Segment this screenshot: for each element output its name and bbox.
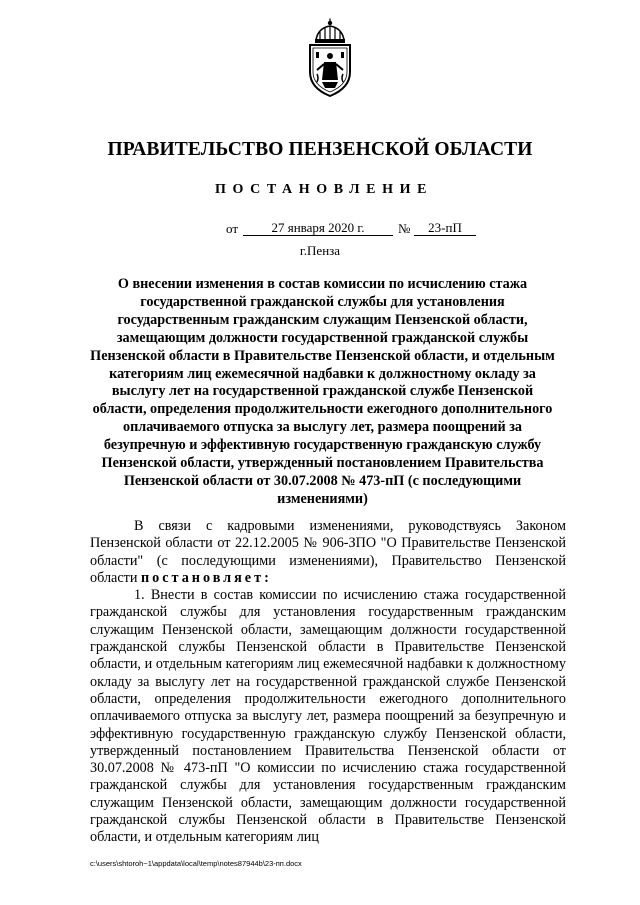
city: г.Пенза xyxy=(299,243,341,258)
organization-name: ПРАВИТЕЛЬСТВО ПЕНЗЕНСКОЙ ОБЛАСТИ xyxy=(107,139,533,160)
document-title: О внесении изменения в состав комиссии по исчислению стажа государственной гражданской службы для установления государственным гражданским служащим Пензенской области, замещающим должности государственной гражданской службы Пензенской области в Правительстве Пензенской области, и отдельным категориям лиц ежемесячной надбавки к должностному окладу за выслугу лет на государственной гражданской службе Пензенской области, определения продолжительности ежегодного дополнительного оплачиваемого отпуска за выслугу лет, размера поощрений за безупречную и эффективную государственную гражданскую службу Пензенской области, утвержденный постановлением Правительства Пензенской области от 30.07.2008 № 473-пП (с последующими изменениями) xyxy=(90,276,555,507)
preamble-paragraph xyxy=(90,518,566,587)
document-number: 23-пП xyxy=(414,221,476,236)
document-body xyxy=(90,518,566,847)
preamble-text: В связи с кадровыми изменениями, руководствуясь Законом Пензенской области от 22.12.2005 № 906-ЗПО "О Правительстве Пензенской области" (с последующими изменениями), Правительство Пензенской области xyxy=(90,518,566,586)
file-path-footer: c:\users\shtoroh~1\appdata\local\temp\notes87944b\23-пп.docx xyxy=(90,859,302,868)
item-1-paragraph: 1. Внести в состав комиссии по исчислению стажа государственной гражданской службы для установления государственным гражданским служащим Пензенской области, замещающим должности государственной гражданской службы Пензенской области в Правительстве Пензенской области, и отдельным категориям лиц ежемесячной надбавки к должностному окладу за выслугу лет на государственной гражданской службе Пензенской области, определения продолжительности ежегодного дополнительного оплачиваемого отпуска за выслугу лет, размера поощрений за безупречную и эффективную государственную гражданскую службу Пензенской области, утвержденный постановлением Правительства Пензенской области от 30.07.2008 № 473-пП "О комиссии по исчислению стажа государственной гражданской службы для установления государственным гражданским служащим Пензенской области, замещающим должности государственной гражданской службы Пензенской области в Правительстве Пензенской области, и отдельным категориям лиц xyxy=(90,587,566,846)
document-date: 27 января 2020 г. xyxy=(243,221,393,236)
coat-of-arms-icon xyxy=(302,18,358,98)
document-type: ПОСТАНОВЛЕНИЕ xyxy=(214,182,434,197)
date-prefix: от xyxy=(226,221,239,236)
number-prefix: № xyxy=(398,221,411,236)
decree-word: постановляет: xyxy=(140,569,272,586)
